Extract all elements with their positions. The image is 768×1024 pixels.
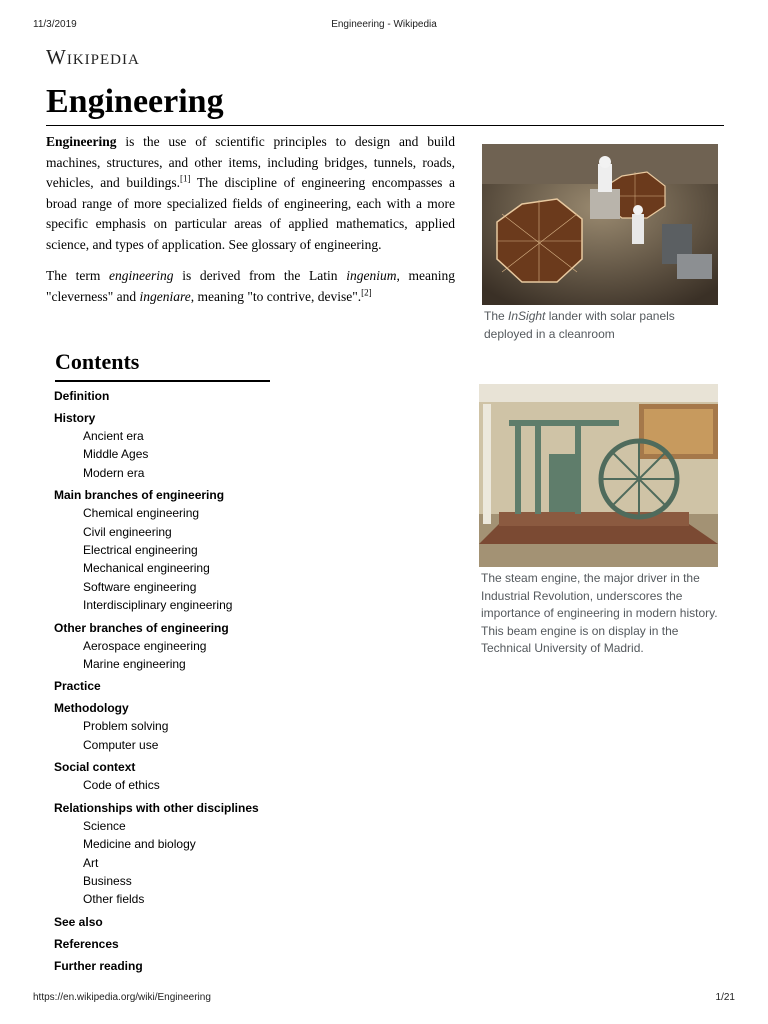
toc-sublink[interactable]: Software engineering bbox=[83, 579, 197, 594]
toc-sublink[interactable]: Computer use bbox=[83, 737, 159, 752]
intro-italic: ingenium bbox=[346, 268, 397, 283]
toc-sublist bbox=[54, 504, 259, 614]
toc-link[interactable]: Main branches of engineering bbox=[54, 488, 225, 503]
toc-sublink[interactable]: Medicine and biology bbox=[83, 837, 196, 852]
citation-link[interactable]: [1] bbox=[180, 173, 191, 184]
toc-sublink[interactable]: Middle Ages bbox=[83, 447, 149, 462]
toc-sublink[interactable]: Chemical engineering bbox=[83, 506, 200, 521]
print-page-number: 1/21 bbox=[715, 992, 735, 1003]
toc-link[interactable]: Further reading bbox=[54, 958, 143, 973]
toc-section bbox=[54, 678, 259, 695]
toc-sublink[interactable]: Interdisciplinary engineering bbox=[83, 598, 233, 613]
toc-link[interactable]: See also bbox=[54, 914, 103, 929]
insight-figure bbox=[482, 144, 718, 343]
toc-link[interactable]: Methodology bbox=[54, 701, 129, 716]
toc-sublist bbox=[54, 427, 259, 482]
intro-text: The term bbox=[46, 268, 110, 283]
toc-section bbox=[54, 388, 259, 405]
toc-section bbox=[54, 800, 259, 909]
toc-section bbox=[54, 410, 259, 482]
intro-paragraph-1 bbox=[46, 132, 455, 255]
toc-sublink[interactable]: Art bbox=[83, 855, 99, 870]
print-date: 11/3/2019 bbox=[33, 19, 77, 30]
toc-sublink[interactable]: Aerospace engineering bbox=[83, 638, 207, 653]
intro-text: , meaning "cleverness" and bbox=[46, 268, 455, 304]
toc-sublink[interactable]: Mechanical engineering bbox=[83, 561, 210, 576]
toc-section bbox=[54, 700, 259, 754]
insight-lander-photo[interactable] bbox=[482, 144, 718, 305]
toc-link[interactable]: References bbox=[54, 936, 119, 951]
article-intro bbox=[46, 132, 455, 318]
print-title: Engineering - Wikipedia bbox=[331, 19, 437, 30]
toc-sublink[interactable]: Modern era bbox=[83, 465, 145, 480]
toc-sublink[interactable]: Business bbox=[83, 873, 132, 888]
toc-sublink[interactable]: Electrical engineering bbox=[83, 543, 198, 558]
toc-link[interactable]: Other branches of engineering bbox=[54, 620, 229, 635]
wikipedia-wordmark[interactable]: Wikipedia bbox=[46, 45, 140, 69]
toc-sublist bbox=[54, 637, 259, 674]
insight-caption bbox=[482, 308, 718, 343]
intro-text: is the use of scientific principles to design and build machines, structures, and other items, including bridges, tunnels, roads, vehicles, and buildings. bbox=[46, 134, 455, 190]
toc-link[interactable]: Definition bbox=[54, 389, 110, 403]
intro-italic: ingeniare bbox=[139, 288, 191, 304]
print-url: https://en.wikipedia.org/wiki/Engineering bbox=[33, 992, 211, 1003]
toc-section bbox=[54, 914, 259, 931]
page-title: Engineering bbox=[46, 83, 224, 120]
toc-link[interactable]: Relationships with other disciplines bbox=[54, 800, 259, 815]
toc-sublink[interactable]: Code of ethics bbox=[83, 778, 160, 793]
toc-sublist bbox=[54, 717, 259, 754]
toc-sublink[interactable]: Civil engineering bbox=[83, 524, 172, 539]
toc-section bbox=[54, 620, 259, 674]
toc-section bbox=[54, 936, 259, 953]
intro-paragraph-2 bbox=[46, 266, 455, 307]
citation-link[interactable]: [2] bbox=[361, 287, 372, 297]
title-divider bbox=[46, 125, 724, 126]
toc-section bbox=[54, 487, 259, 614]
caption-text: The bbox=[484, 309, 509, 323]
toc-link[interactable]: Practice bbox=[54, 679, 101, 694]
toc-link[interactable]: History bbox=[54, 411, 96, 425]
caption-text: lander with solar panels deployed in a cleanroom bbox=[484, 309, 675, 341]
toc-sublink[interactable]: Science bbox=[83, 818, 126, 833]
intro-text: is derived from the Latin bbox=[173, 268, 347, 283]
toc-sublist bbox=[54, 817, 259, 909]
toc-sublist bbox=[54, 776, 259, 794]
steam-engine-figure bbox=[479, 384, 718, 658]
intro-text: The discipline of engineering encompasses a broad range of more specialized fields of engineering, each with a more specific emphasis on particular areas of applied mathematics, applied science, and types of application. See glossary of engineering. bbox=[46, 175, 455, 252]
toc-link[interactable]: Social context bbox=[54, 760, 136, 775]
toc-sublink[interactable]: Problem solving bbox=[83, 719, 169, 734]
toc-section bbox=[54, 958, 259, 975]
toc-sublink[interactable]: Other fields bbox=[83, 892, 145, 907]
toc-divider bbox=[55, 380, 270, 382]
toc-heading: Contents bbox=[55, 349, 140, 374]
toc-sublink[interactable]: Ancient era bbox=[83, 429, 144, 443]
toc-section bbox=[54, 759, 259, 794]
steam-engine-photo[interactable] bbox=[479, 384, 718, 567]
intro-term: Engineering bbox=[46, 134, 117, 149]
toc-sublink[interactable]: Marine engineering bbox=[83, 657, 186, 672]
caption-italic: InSight bbox=[508, 309, 546, 323]
intro-text: , meaning "to contrive, devise". bbox=[190, 288, 362, 304]
toc-list bbox=[54, 388, 259, 980]
intro-italic: engineering bbox=[109, 268, 174, 283]
steam-engine-caption: The steam engine, the major driver in the Industrial Revolution, underscores the importance of engineering in modern history. This beam engine is on display in the Technical University of Madrid. bbox=[481, 571, 718, 655]
